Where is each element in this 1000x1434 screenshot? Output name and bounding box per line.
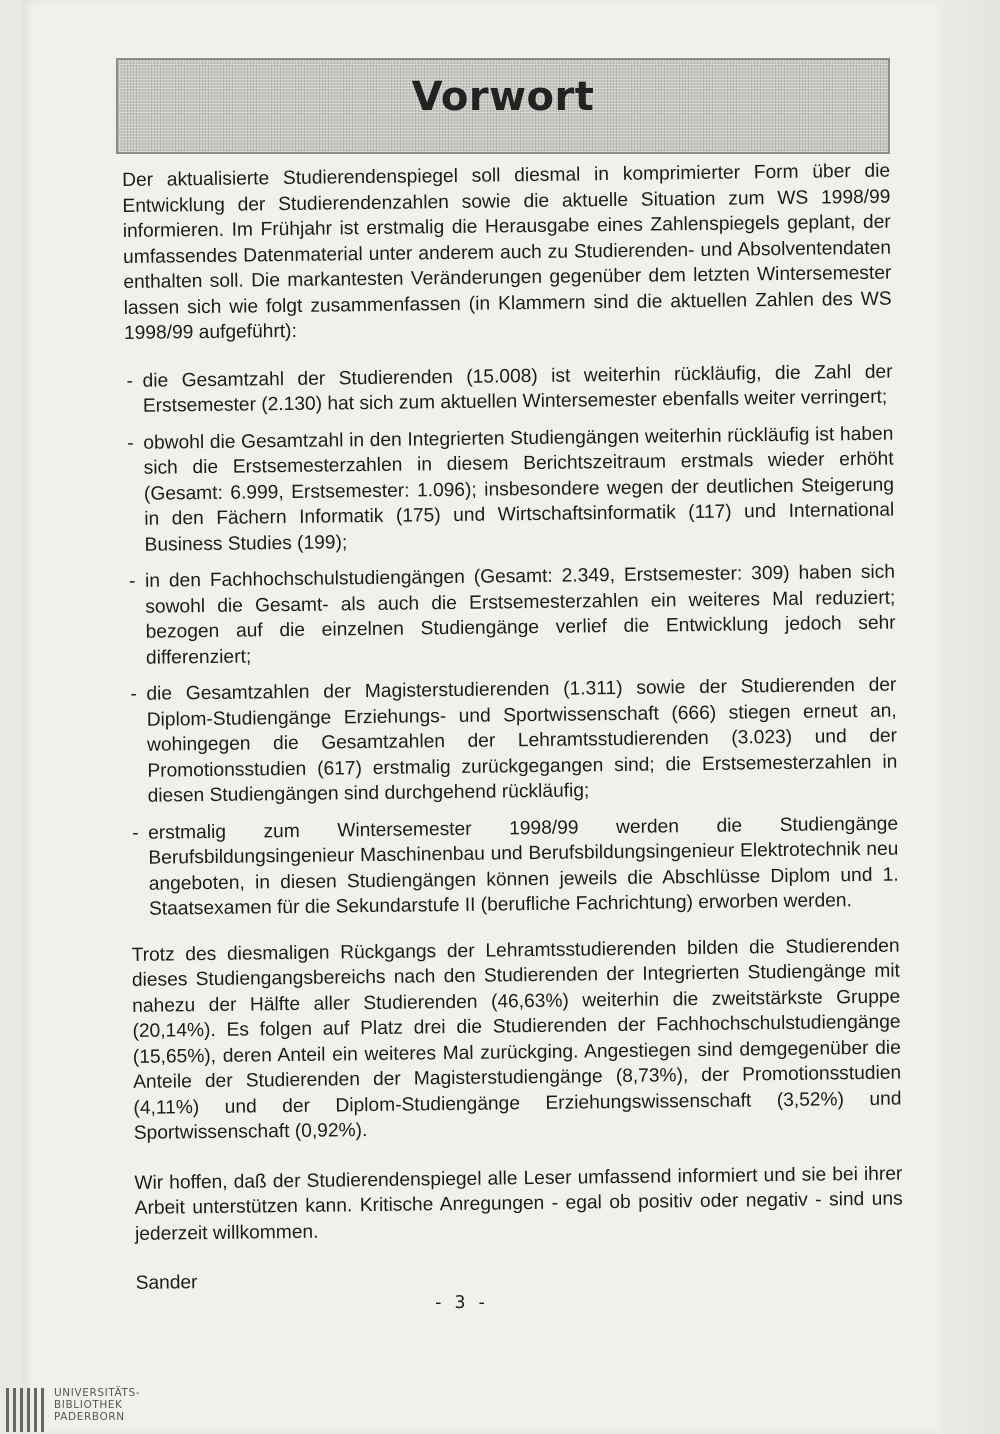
library-logo-text: UNIVERSITÄTS- BIBLIOTHEK PADERBORN	[54, 1387, 141, 1423]
list-bullet: -	[131, 822, 139, 844]
list-item	[130, 811, 899, 922]
page-edge	[937, 0, 1000, 1434]
title-banner	[116, 58, 890, 154]
page-number: - 3 -	[432, 1292, 488, 1313]
summary-paragraph: Trotz des diesmaligen Rückgangs der Lehramtsstudierenden bilden die Studierenden dieses Studiengangsbereichs nach den Studierenden der Integrierten Studiengänge mit nahezu der Hälfte aller Studierenden (46,63%) weiterhin die zweitstärkste Gruppe (20,14%). Es folgen auf Platz drei die Studierenden der Fachhochschulstudiengänge (15,65%), deren Anteil ein weiteres Mal zurückging. Angestiegen sind demgegenüber die Anteile der Studierenden der Magisterstudiengänge (8,73%), der Promotionsstudien (4,11%) und der Diplom-Studiengänge Erziehungswissenschaft (3,52%) und Sportwissenschaft (0,92%).	[131, 935, 902, 1144]
list-item-text: in den Fachhochschulstudiengängen (Gesamt: 2.349, Erstsemester: 309) haben sich sowohl die Gesamt- als auch die Erstsemesterzahlen ein weiteres Mal reduziert; bezogen auf die einzelnen Studiengänge verlief die Entwicklung jedoch sehr differenziert;	[144, 561, 896, 669]
list-item-text: die Gesamtzahl der Studierenden (15.008) ist weiterhin rückläufig, die Zahl der Erstsemester (2.130) hat sich zum aktuellen Wintersemester ebenfalls weiter verringert;	[142, 361, 893, 417]
list-bullet: -	[130, 683, 137, 705]
library-logo	[0, 1386, 200, 1434]
signature: Sander	[135, 1272, 198, 1294]
list-bullet: -	[126, 370, 134, 392]
list-bullet: -	[127, 432, 134, 454]
closing-paragraph: Wir hoffen, daß der Studierendenspiegel alle Leser umfassend informiert und sie bei ihrer Arbeit unterstützen kann. Kritische Anregungen - egal ob positiv oder negativ - sind uns jederzeit willkommen.	[134, 1163, 903, 1245]
list-bullet: -	[128, 570, 136, 592]
intro-paragraph: Der aktualisierte Studierendenspiegel soll diesmal in komprimierter Form über die Entwicklung der Studierendenzahlen sowie die aktuelle Situation zum WS 1998/99 informieren. Im Frühjahr ist erstmalig die Herausgabe eines Zahlenspiegels geplant, der umfassendes Datenmaterial unter anderem auch zu Studierenden- und Absolventendaten enthalten soll. Die markantesten Veränderungen gegenüber dem letzten Wintersemester lassen sich wie folgt zusammenfassen (in Klammern sind die aktuellen Zahlen des WS 1998/99 aufgeführt):	[122, 160, 892, 344]
page-title: Vorwort	[411, 74, 595, 120]
change-list	[124, 359, 899, 922]
list-item	[125, 421, 895, 558]
list-item-text: erstmalig zum Wintersemester 1998/99 werden die Studiengänge Berufsbildungsingenieur Maschinenbau und Berufsbildungsingenieur Elektrotechnik neu angeboten, in diesen Studiengängen können jeweils die Abschlüsse Diplom und 1. Staatsexamen für die Sekundarstufe II (berufliche Fachrichtung) erworben werden.	[147, 813, 899, 920]
list-item-text: obwohl die Gesamtzahl in den Integrierten Studiengängen weiterhin rückläufig ist haben sich die Erstsemesterzahlen in diesem Berichtszeitraum erstmals wieder erhöht (Gesamt: 6.999, Erstsemester: 1.096); insbesondere wegen der deutlichen Steigerung in den Fächern Informatik (175) und Wirtschaftsinformatik (117) und International Business Studies (199);	[143, 423, 895, 556]
list-item	[127, 560, 896, 671]
list-item	[124, 359, 893, 419]
list-item-text: die Gesamtzahlen der Magisterstudierenden (1.311) sowie der Studierenden der Diplom-Studiengänge Erziehungs- und Sportwissenschaft (666) stiegen erneut an, wohingegen die Gesamtzahlen der Lehramtsstudierenden (3.023) und der Promotionsstudien (617) erstmalig zurückgegangen sind; die Erstsemesterzahlen in diesen Studiengängen sind durchgehend rückläufig;	[146, 674, 898, 807]
document-body	[122, 159, 904, 1297]
library-logo-icon	[6, 1388, 48, 1432]
list-item	[128, 673, 898, 810]
